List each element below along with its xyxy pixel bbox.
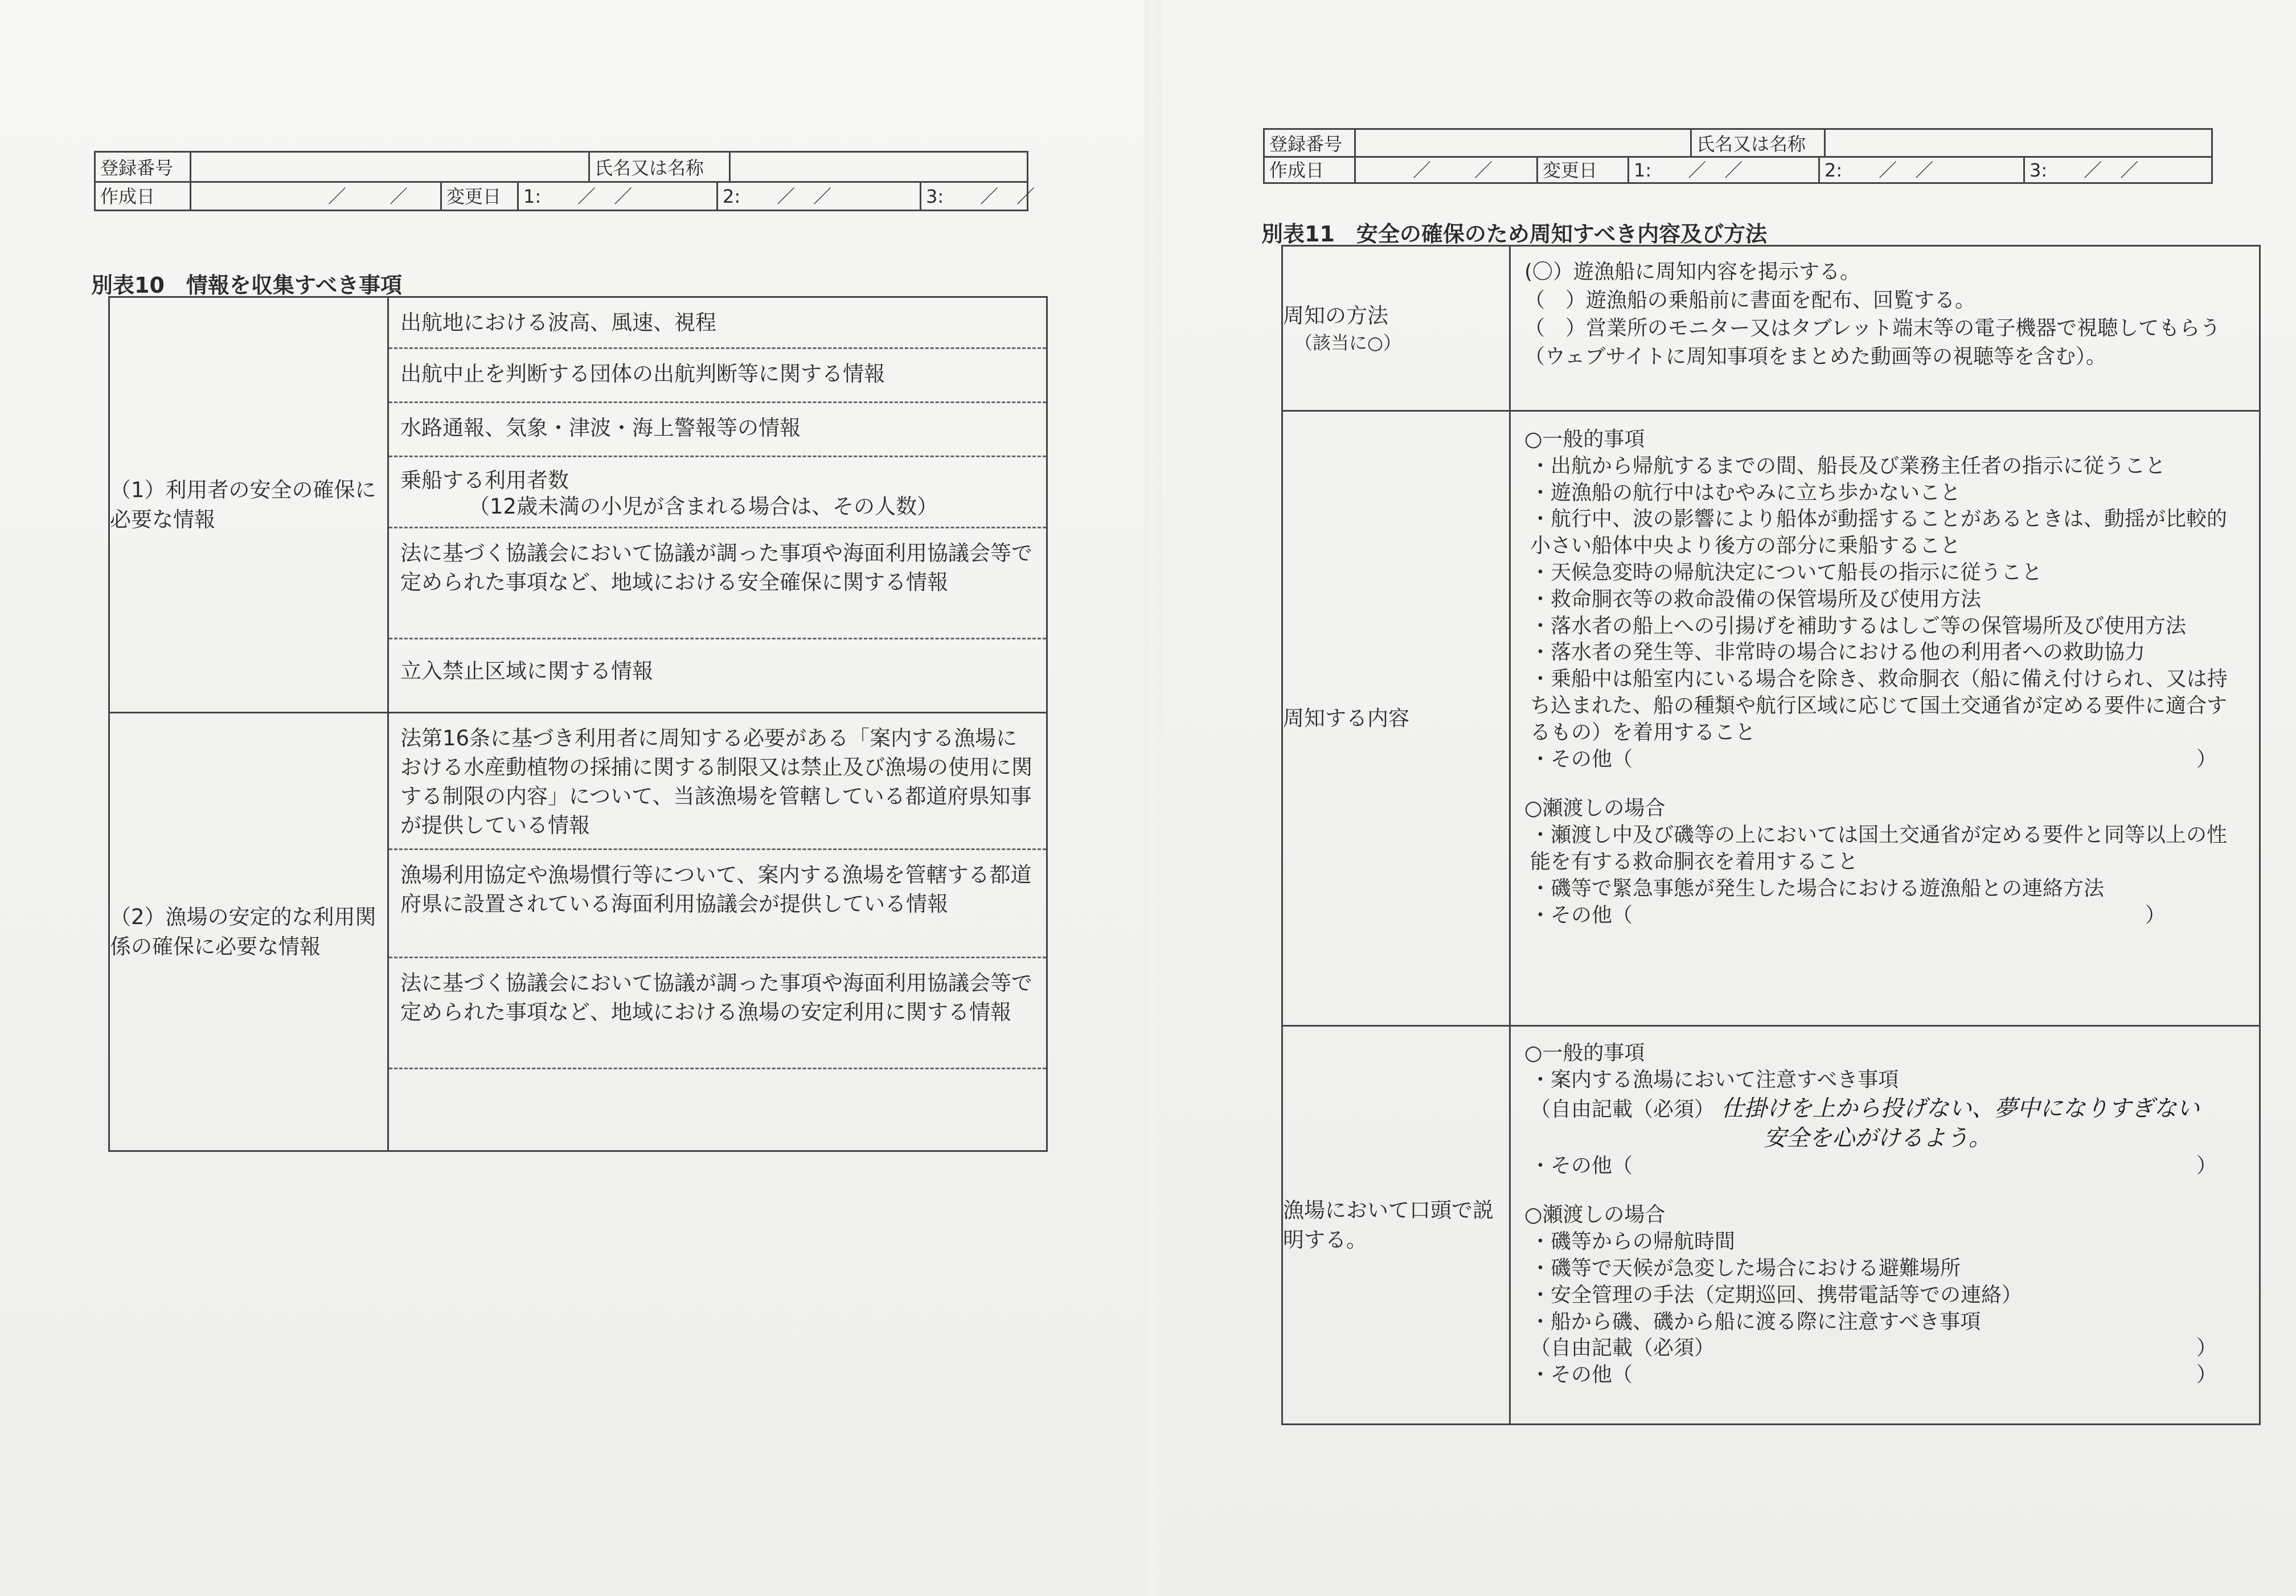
free-entry-label-2: （自由記載（必須）	[1530, 1336, 1715, 1360]
right-header-row-1	[1265, 130, 2211, 158]
list-item: 水路通報、気象・津波・海上警報等の情報	[389, 403, 1046, 457]
method-row	[1282, 246, 2260, 411]
left-header-row-2	[96, 181, 1035, 210]
close-paren: ）	[2145, 903, 2166, 927]
list-item-empty[interactable]	[389, 1069, 1046, 1149]
list-item: 出航地における波高、風速、視程	[389, 298, 1046, 349]
list-item-passenger-count	[389, 457, 1046, 528]
method-label: 周知の方法	[1283, 303, 1388, 328]
list-item: ・安全管理の手法（定期巡回、携帯電話等での連絡）	[1530, 1283, 2023, 1307]
list-item: 法に基づく協議会において協議が調った事項や海面利用協議会等で定められた事項など、地域における漁場の安定利用に関する情報	[389, 958, 1046, 1069]
change-date-3[interactable]: 3: ／ ／	[2030, 159, 2139, 181]
group2-label: （2）漁場の安定的な利用関係の確保に必要な情報	[109, 713, 388, 1151]
content-general-heading: ○一般的事項	[1524, 428, 1645, 451]
group2-items	[388, 713, 1047, 1151]
left-header-row-1	[96, 153, 1027, 183]
close-paren: ）	[2196, 1154, 2217, 1177]
close-paren: ）	[2196, 1336, 2217, 1360]
content-other-1-label: ・その他（	[1530, 747, 1633, 771]
name-label: 氏名又は名称	[1692, 130, 1826, 156]
table10-group-1	[109, 297, 1047, 713]
content-ferry-heading: ○瀬渡しの場合	[1524, 797, 1666, 820]
oral-label: 漁場において口頭で説明する。	[1282, 1026, 1510, 1425]
change-date-1[interactable]: 1: ／ ／	[1629, 156, 1820, 182]
list-item: ・救命胴衣等の救命設備の保管場所及び使用方法	[1530, 587, 1982, 611]
content-other-1[interactable]	[1524, 746, 2245, 773]
reg-no-label: 登録番号	[96, 153, 191, 181]
oral-body	[1510, 1026, 2260, 1425]
free-entry-label: （自由記載（必須）	[1530, 1097, 1715, 1121]
method-label-cell	[1282, 246, 1510, 411]
content-other-2-label: ・その他（	[1530, 903, 1633, 927]
list-item: ・磯等で緊急事態が発生した場合における遊漁船との連絡方法	[1530, 876, 2105, 900]
list-item: ・磯等からの帰航時間	[1530, 1230, 1736, 1254]
list-item: ・案内する漁場において注意すべき事項	[1530, 1068, 1899, 1092]
handwritten-note-2: 安全を心がけるよう。	[1764, 1125, 1991, 1151]
list-item: 立入禁止区域に関する情報	[400, 659, 653, 683]
created-date-field[interactable]: ／ ／	[1356, 156, 1538, 182]
handwritten-note-1: 仕掛けを上から投げない、夢中になりすぎない	[1721, 1095, 2200, 1122]
list-item: ・航行中、波の影響により船体が動揺することがあるときは、動揺が比較的小さい船体中央より後方の部分に乗船すること	[1530, 507, 2228, 558]
group1-items	[388, 297, 1047, 713]
change-date-2[interactable]: 2: ／ ／	[718, 181, 921, 210]
list-item: ・船から磯、磯から船に渡る際に注意すべき事項	[1530, 1310, 1981, 1334]
name-field[interactable]	[1826, 130, 2211, 156]
list-item: ・出航から帰航するまでの間、船長及び業務主任者の指示に従うこと	[1530, 454, 2166, 478]
method-option-1[interactable]: (〇）遊漁船に周知内容を掲示する。	[1524, 260, 1861, 284]
name-field[interactable]	[731, 153, 1027, 181]
method-option-2[interactable]: （ ）遊漁船の乗船前に書面を配布、回覧する。	[1524, 288, 1976, 312]
oral-other-2-label: ・その他（	[1530, 1363, 1633, 1387]
oral-other-2[interactable]	[1524, 1362, 2245, 1389]
change-date-2[interactable]: 2: ／ ／	[1820, 156, 2025, 182]
list-item: ・落水者の発生等、非常時の場合における他の利用者への救助協力	[1530, 641, 2146, 664]
table10-group-2	[109, 713, 1047, 1151]
table11-title: 別表11 安全の確保のため周知すべき内容及び方法	[1261, 221, 1768, 247]
left-header-box	[94, 151, 1035, 211]
content-row	[1282, 411, 2260, 1026]
passenger-count-sub: （12歳未満の小児が含まれる場合は、その人数）	[469, 494, 938, 519]
group1-label: （1）利用者の安全の確保に必要な情報	[109, 297, 388, 713]
close-paren: ）	[2196, 1363, 2217, 1387]
passenger-count-text: 乗船する利用者数	[400, 468, 569, 493]
change-date-3[interactable]: 3: ／ ／	[926, 186, 1035, 207]
list-item: ・天候急変時の帰航決定について船長の指示に従うこと	[1530, 560, 2043, 584]
list-item: 出航中止を判断する団体の出航判断等に関する情報	[389, 349, 1046, 403]
method-options	[1510, 246, 2260, 411]
method-option-3[interactable]: （ ）営業所のモニター又はタブレット端末等の電子機器で視聴してもらう（ウェブサイトに周知事項をまとめた動画等の視聴等を含む）。	[1524, 317, 2221, 369]
created-label: 作成日	[1265, 156, 1356, 182]
list-item: 法に基づく協議会において協議が調った事項や海面利用協議会等で定められた事項など、地域における安全確保に関する情報	[389, 528, 1046, 639]
list-item: ・磯等で天候が急変した場合における避難場所	[1530, 1256, 1961, 1280]
oral-free-entry-2[interactable]	[1524, 1335, 2245, 1362]
content-body	[1510, 411, 2260, 1026]
list-item: ・遊漁船の航行中はむやみに立ち歩かないこと	[1530, 481, 1961, 504]
oral-free-entry[interactable]	[1524, 1094, 2245, 1123]
list-item: 漁場利用協定や漁場慣行等について、案内する漁場を管轄する都道府県に設置されている海面利用協議会が提供している情報	[389, 850, 1046, 958]
table10	[108, 296, 1048, 1152]
oral-other-1[interactable]	[1524, 1153, 2245, 1180]
list-item: ・乗船中は船室内にいる場合を除き、救命胴衣（船に備え付けられ、又は持ち込まれた、船の種類や航行区域に応じて国土交通省が定める要件に適合するもの）を着用すること	[1530, 667, 2228, 744]
right-header-box	[1263, 128, 2213, 184]
right-header-row-2	[1265, 156, 2211, 182]
left-page	[0, 0, 1145, 1596]
changed-label: 変更日	[442, 181, 519, 210]
table10-title: 別表10 情報を収集すべき事項	[91, 273, 403, 298]
list-item: ・瀬渡し中及び磯等の上においては国土交通省が定める要件と同等以上の性能を有する救命胴衣を着用すること	[1530, 823, 2228, 873]
method-label-sub: （該当に○）	[1294, 331, 1401, 354]
content-label: 周知する内容	[1282, 411, 1510, 1026]
close-paren: ）	[2196, 747, 2217, 771]
right-page	[1162, 0, 2296, 1596]
list-item: ・落水者の船上への引揚げを補助するはしご等の保管場所及び使用方法	[1530, 614, 2187, 638]
oral-general-heading: ○一般的事項	[1524, 1041, 1645, 1065]
oral-row	[1282, 1026, 2260, 1425]
reg-no-field[interactable]	[191, 153, 590, 181]
table11	[1281, 245, 2261, 1425]
reg-no-label: 登録番号	[1265, 130, 1356, 156]
name-label: 氏名又は名称	[590, 153, 731, 181]
oral-ferry-heading: ○瀬渡しの場合	[1524, 1203, 1666, 1227]
created-label: 作成日	[96, 181, 191, 210]
oral-other-1-label: ・その他（	[1530, 1154, 1633, 1177]
content-other-2[interactable]	[1524, 902, 2245, 929]
reg-no-field[interactable]	[1356, 130, 1692, 156]
change-date-1[interactable]: 1: ／ ／	[519, 181, 718, 210]
list-item: 法第16条に基づき利用者に周知する必要がある「案内する漁場における水産動植物の採捕に関する制限又は禁止及び漁場の使用に関する制限の内容」について、当該漁場を管轄している都道府県知事が提供している情報	[389, 713, 1046, 850]
created-date-field[interactable]: ／ ／	[191, 181, 442, 210]
changed-label: 変更日	[1538, 156, 1629, 182]
